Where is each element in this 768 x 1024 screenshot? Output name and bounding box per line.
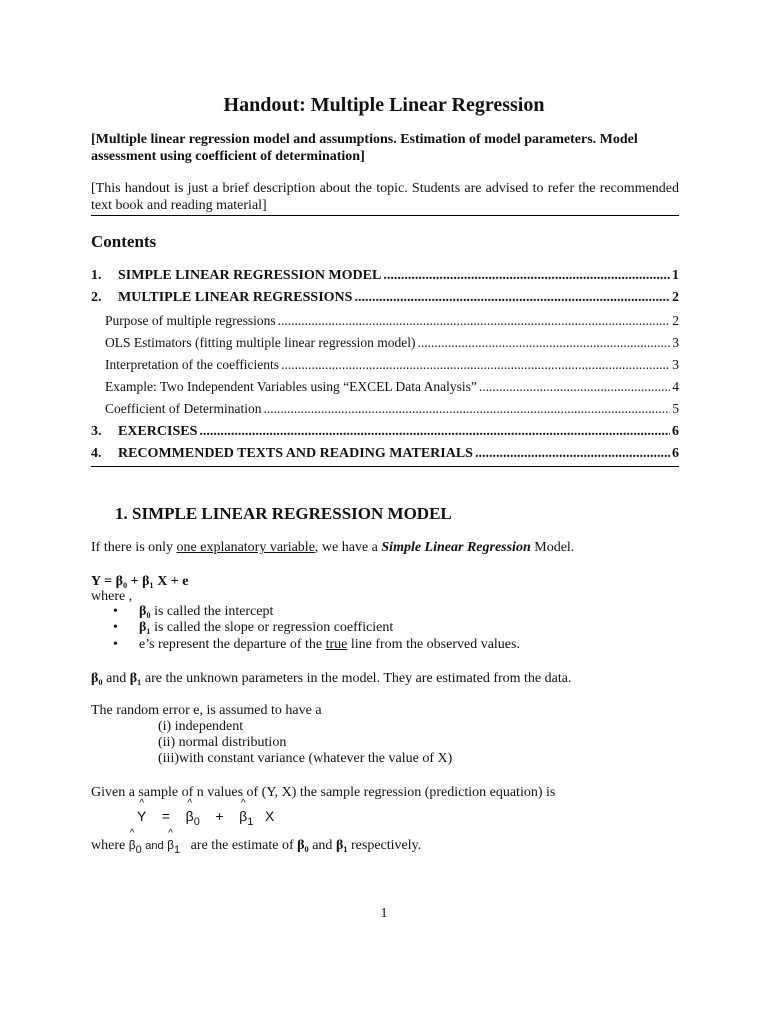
definition-list xyxy=(113,604,520,653)
toc-page: 5 xyxy=(672,401,679,416)
divider xyxy=(91,215,679,216)
toc-page: 6 xyxy=(672,424,679,439)
toc-entry[interactable]: 2. MULTIPLE LINEAR REGRESSIONS ..... 2 xyxy=(91,290,679,310)
toc-label: RECOMMENDED TEXTS AND READING MATERIALS xyxy=(118,446,473,461)
toc-page: 2 xyxy=(672,290,679,305)
divider xyxy=(91,466,679,467)
toc-page: 2 xyxy=(672,313,679,328)
toc-entry[interactable] xyxy=(105,313,679,333)
where-label: where , xyxy=(91,589,133,604)
prediction-equation: ^ Y = ^ $\beta_0$ + ^ $\beta_1$ X xyxy=(137,808,274,828)
contents-heading: Contents xyxy=(91,232,157,251)
toc-entry[interactable] xyxy=(105,357,679,377)
toc-entry[interactable]: 3. EXERCISES ..... 6 xyxy=(91,424,679,444)
toc-page: 3 xyxy=(672,357,679,372)
list-item: • β₀ is called the intercept xyxy=(113,604,274,619)
assumption-item: (iii)with constant variance (whatever the value of X) xyxy=(158,751,453,766)
toc-page: 3 xyxy=(672,335,679,350)
document-note: [This handout is just a brief description about the topic. Students are advised to refer the recommended text book and reading material] xyxy=(91,181,679,213)
page-number: 1 xyxy=(380,906,388,921)
assumption-item: (ii) normal distribution xyxy=(158,735,287,750)
document-description: [Multiple linear regression model and assumptions. Estimation of model parameters. Model assessment using coefficient of determination] xyxy=(91,132,638,164)
intro-paragraph: If there is only one explanatory variable, we have a Simple Linear Regression Model. xyxy=(91,540,575,555)
toc-label: EXERCISES xyxy=(118,424,198,439)
toc-entry[interactable]: 1. SIMPLE LINEAR REGRESSION MODEL ..... 1 xyxy=(91,268,679,288)
toc-label: SIMPLE LINEAR REGRESSION MODEL xyxy=(118,268,382,283)
toc-page: 1 xyxy=(672,268,679,283)
toc-label: MULTIPLE LINEAR REGRESSIONS xyxy=(118,290,353,305)
sample-paragraph: Given a sample of n values of (Y, X) the sample regression (prediction equation) is xyxy=(91,785,556,800)
estimate-paragraph: where ^ $\beta_0$ and ^ $\beta_1$ are the estimate of β₀ and β₁ respectively. xyxy=(91,838,421,856)
toc-entry[interactable] xyxy=(105,401,679,421)
toc-page: 4 xyxy=(672,379,679,394)
list-item: • β₁ is called the slope or regression coefficient xyxy=(113,620,394,636)
toc-entry[interactable] xyxy=(105,335,679,355)
section-heading: 1. SIMPLE LINEAR REGRESSION MODEL xyxy=(115,504,452,523)
error-intro: The random error e, is assumed to have a xyxy=(91,703,322,718)
toc-page: 6 xyxy=(672,446,679,461)
toc-entry[interactable] xyxy=(105,379,679,399)
toc-label: Coefficient of Determination xyxy=(105,401,262,416)
assumption-item: (i) independent xyxy=(158,719,244,734)
toc-label: OLS Estimators (fitting multiple linear regression model) xyxy=(105,335,416,350)
model-formula: Y = β₀ + β₁ X + e xyxy=(91,574,189,589)
document-title: Handout: Multiple Linear Regression xyxy=(223,94,545,116)
toc-label: Purpose of multiple regressions xyxy=(105,313,276,328)
toc-entry[interactable]: 4. RECOMMENDED TEXTS AND READING MATERIALS ..... 6 xyxy=(91,446,679,466)
parameters-paragraph: β₀ and β₁ are the unknown parameters in the model. They are estimated from the data. xyxy=(91,671,572,686)
toc-label: Interpretation of the coefficients xyxy=(105,357,280,372)
toc-label: Example: Two Independent Variables using “EXCEL Data Analysis” xyxy=(105,379,477,394)
list-item: • e’s represent the departure of the true line from the observed values. xyxy=(113,636,520,652)
